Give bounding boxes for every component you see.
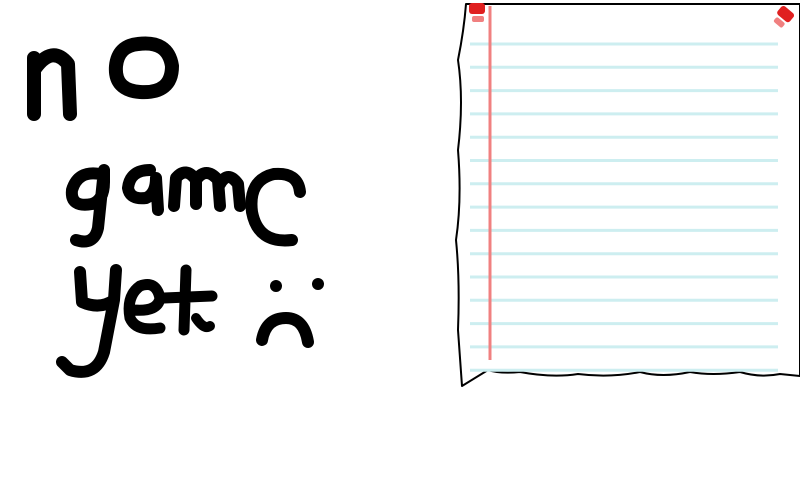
paper-edge bbox=[456, 4, 800, 386]
emoticon-text: :( bbox=[260, 320, 261, 321]
message-line-2-text: game bbox=[70, 220, 73, 221]
message-line-1-text: no bbox=[30, 110, 32, 111]
message-line-3-text: yet bbox=[70, 330, 72, 331]
